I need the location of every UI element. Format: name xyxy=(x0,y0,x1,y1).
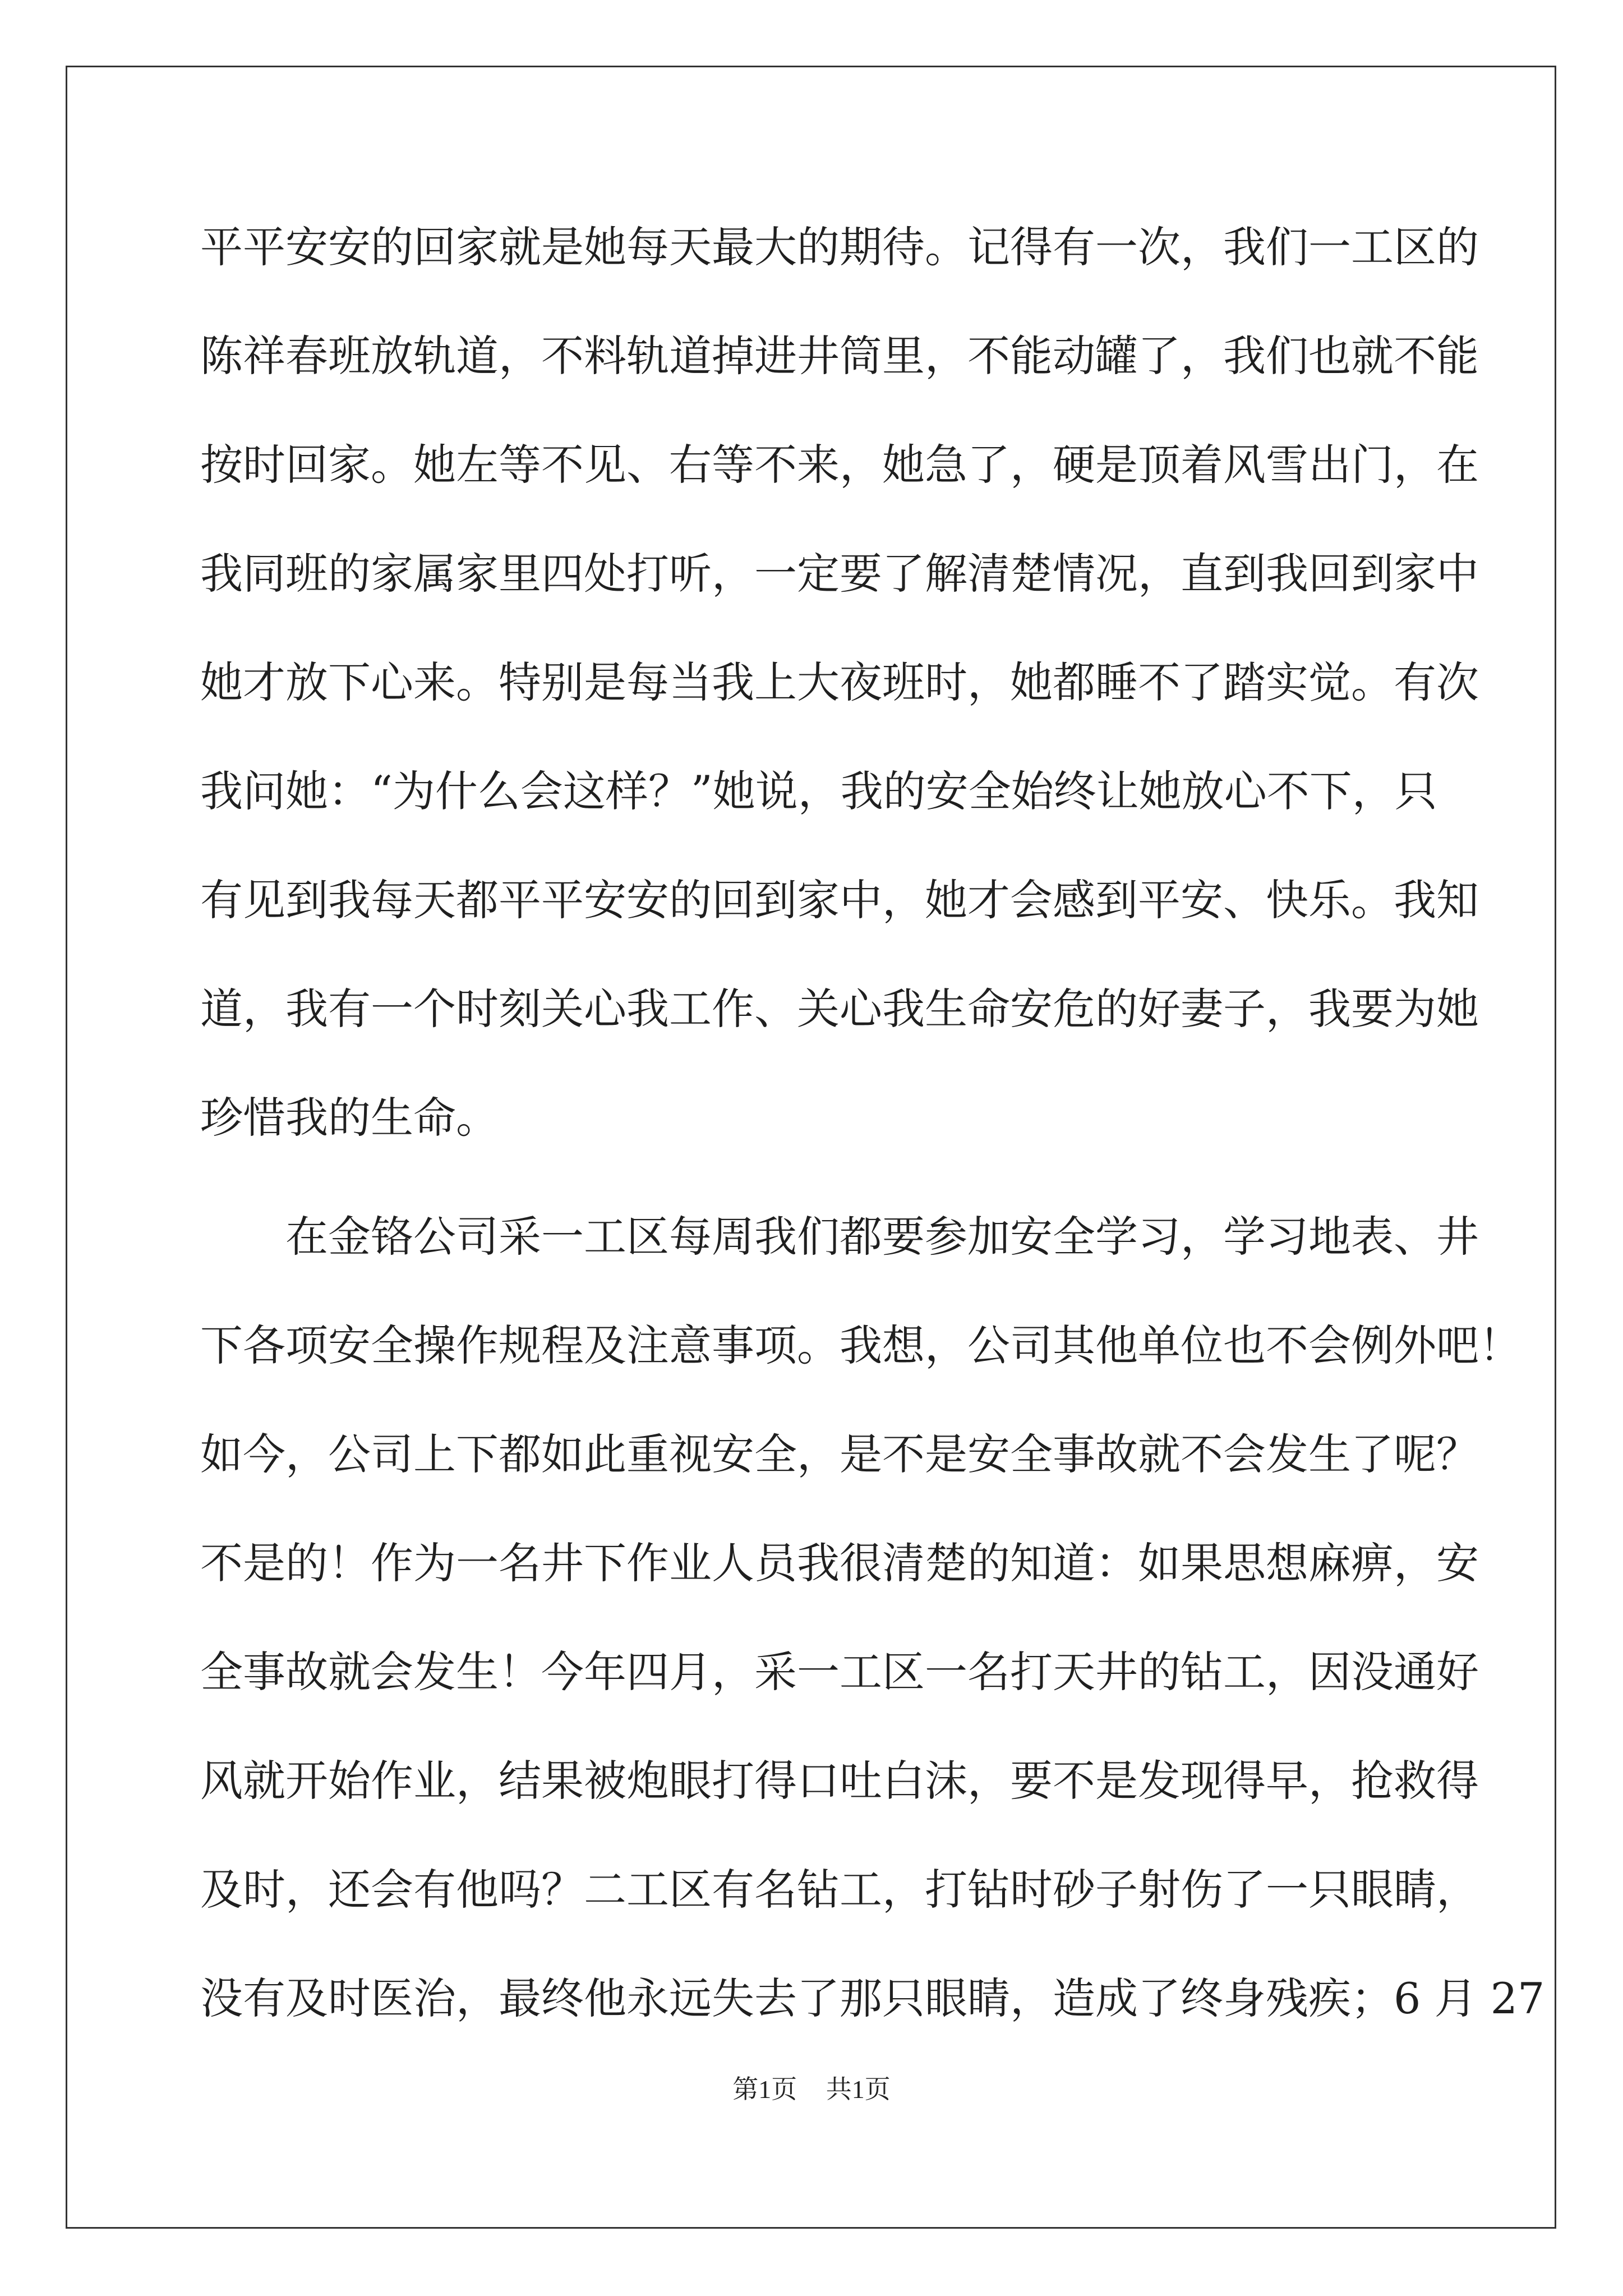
text-line: 珍惜我的生命。 xyxy=(200,1093,499,1143)
text-line: 有见到我每天都平平安安的回到家中，她才会感到平安、快乐。我知 xyxy=(200,875,1479,925)
text-line: 在金铬公司采一工区每周我们都要参加安全学习，学习地表、井 xyxy=(285,1212,1479,1262)
text-line: 如今，公司上下都如此重视安全，是不是安全事故就不会发生了呢？ xyxy=(200,1429,1479,1479)
text-line: 她才放下心来。特别是每当我上大夜班时，她都睡不了踏实觉。有次 xyxy=(200,657,1479,707)
paragraph-gap xyxy=(200,1172,1434,1182)
page-number: 第1页 xyxy=(732,2075,797,2104)
text-line: 我问她：“为什么会这样？”她说，我的安全始终让她放心不下，只 xyxy=(200,766,1437,816)
text-line: 平平安安的回家就是她每天最大的期待。记得有一次，我们一工区的 xyxy=(200,222,1479,272)
text-line: 道，我有一个时刻关心我工作、关心我生命安危的好妻子，我要为她 xyxy=(200,984,1479,1034)
text-line: 风就开始作业，结果被炮眼打得口吐白沫，要不是发现得早，抢救得 xyxy=(200,1756,1479,1806)
text-line: 陈祥春班放轨道，不料轨道掉进井筒里，不能动罐了，我们也就不能 xyxy=(200,331,1479,381)
text-line: 不是的！作为一名井下作业人员我很清楚的知道：如果思想麻痹，安 xyxy=(200,1538,1479,1588)
text-line: 及时，还会有他吗？二工区有名钻工，打钻时砂子射伤了一只眼睛， xyxy=(200,1865,1479,1915)
text-line: 按时回家。她左等不见、右等不来，她急了，硬是顶着风雪出门，在 xyxy=(200,440,1479,490)
page-total: 共1页 xyxy=(826,2075,891,2104)
page-footer xyxy=(0,2069,1623,2106)
text-line: 全事故就会发生！今年四月，采一工区一名打天井的钻工，因没通好 xyxy=(200,1647,1479,1697)
text-line: 我同班的家属家里四处打听，一定要了解清楚情况，直到我回到家中 xyxy=(200,549,1479,599)
document-body xyxy=(200,193,1545,2053)
text-line: 下各项安全操作规程及注意事项。我想，公司其他单位也不会例外吧！ xyxy=(200,1320,1521,1370)
text-line: 没有及时医治，最终他永远失去了那只眼睛，造成了终身残疾；6 月 27 xyxy=(200,1973,1545,2023)
